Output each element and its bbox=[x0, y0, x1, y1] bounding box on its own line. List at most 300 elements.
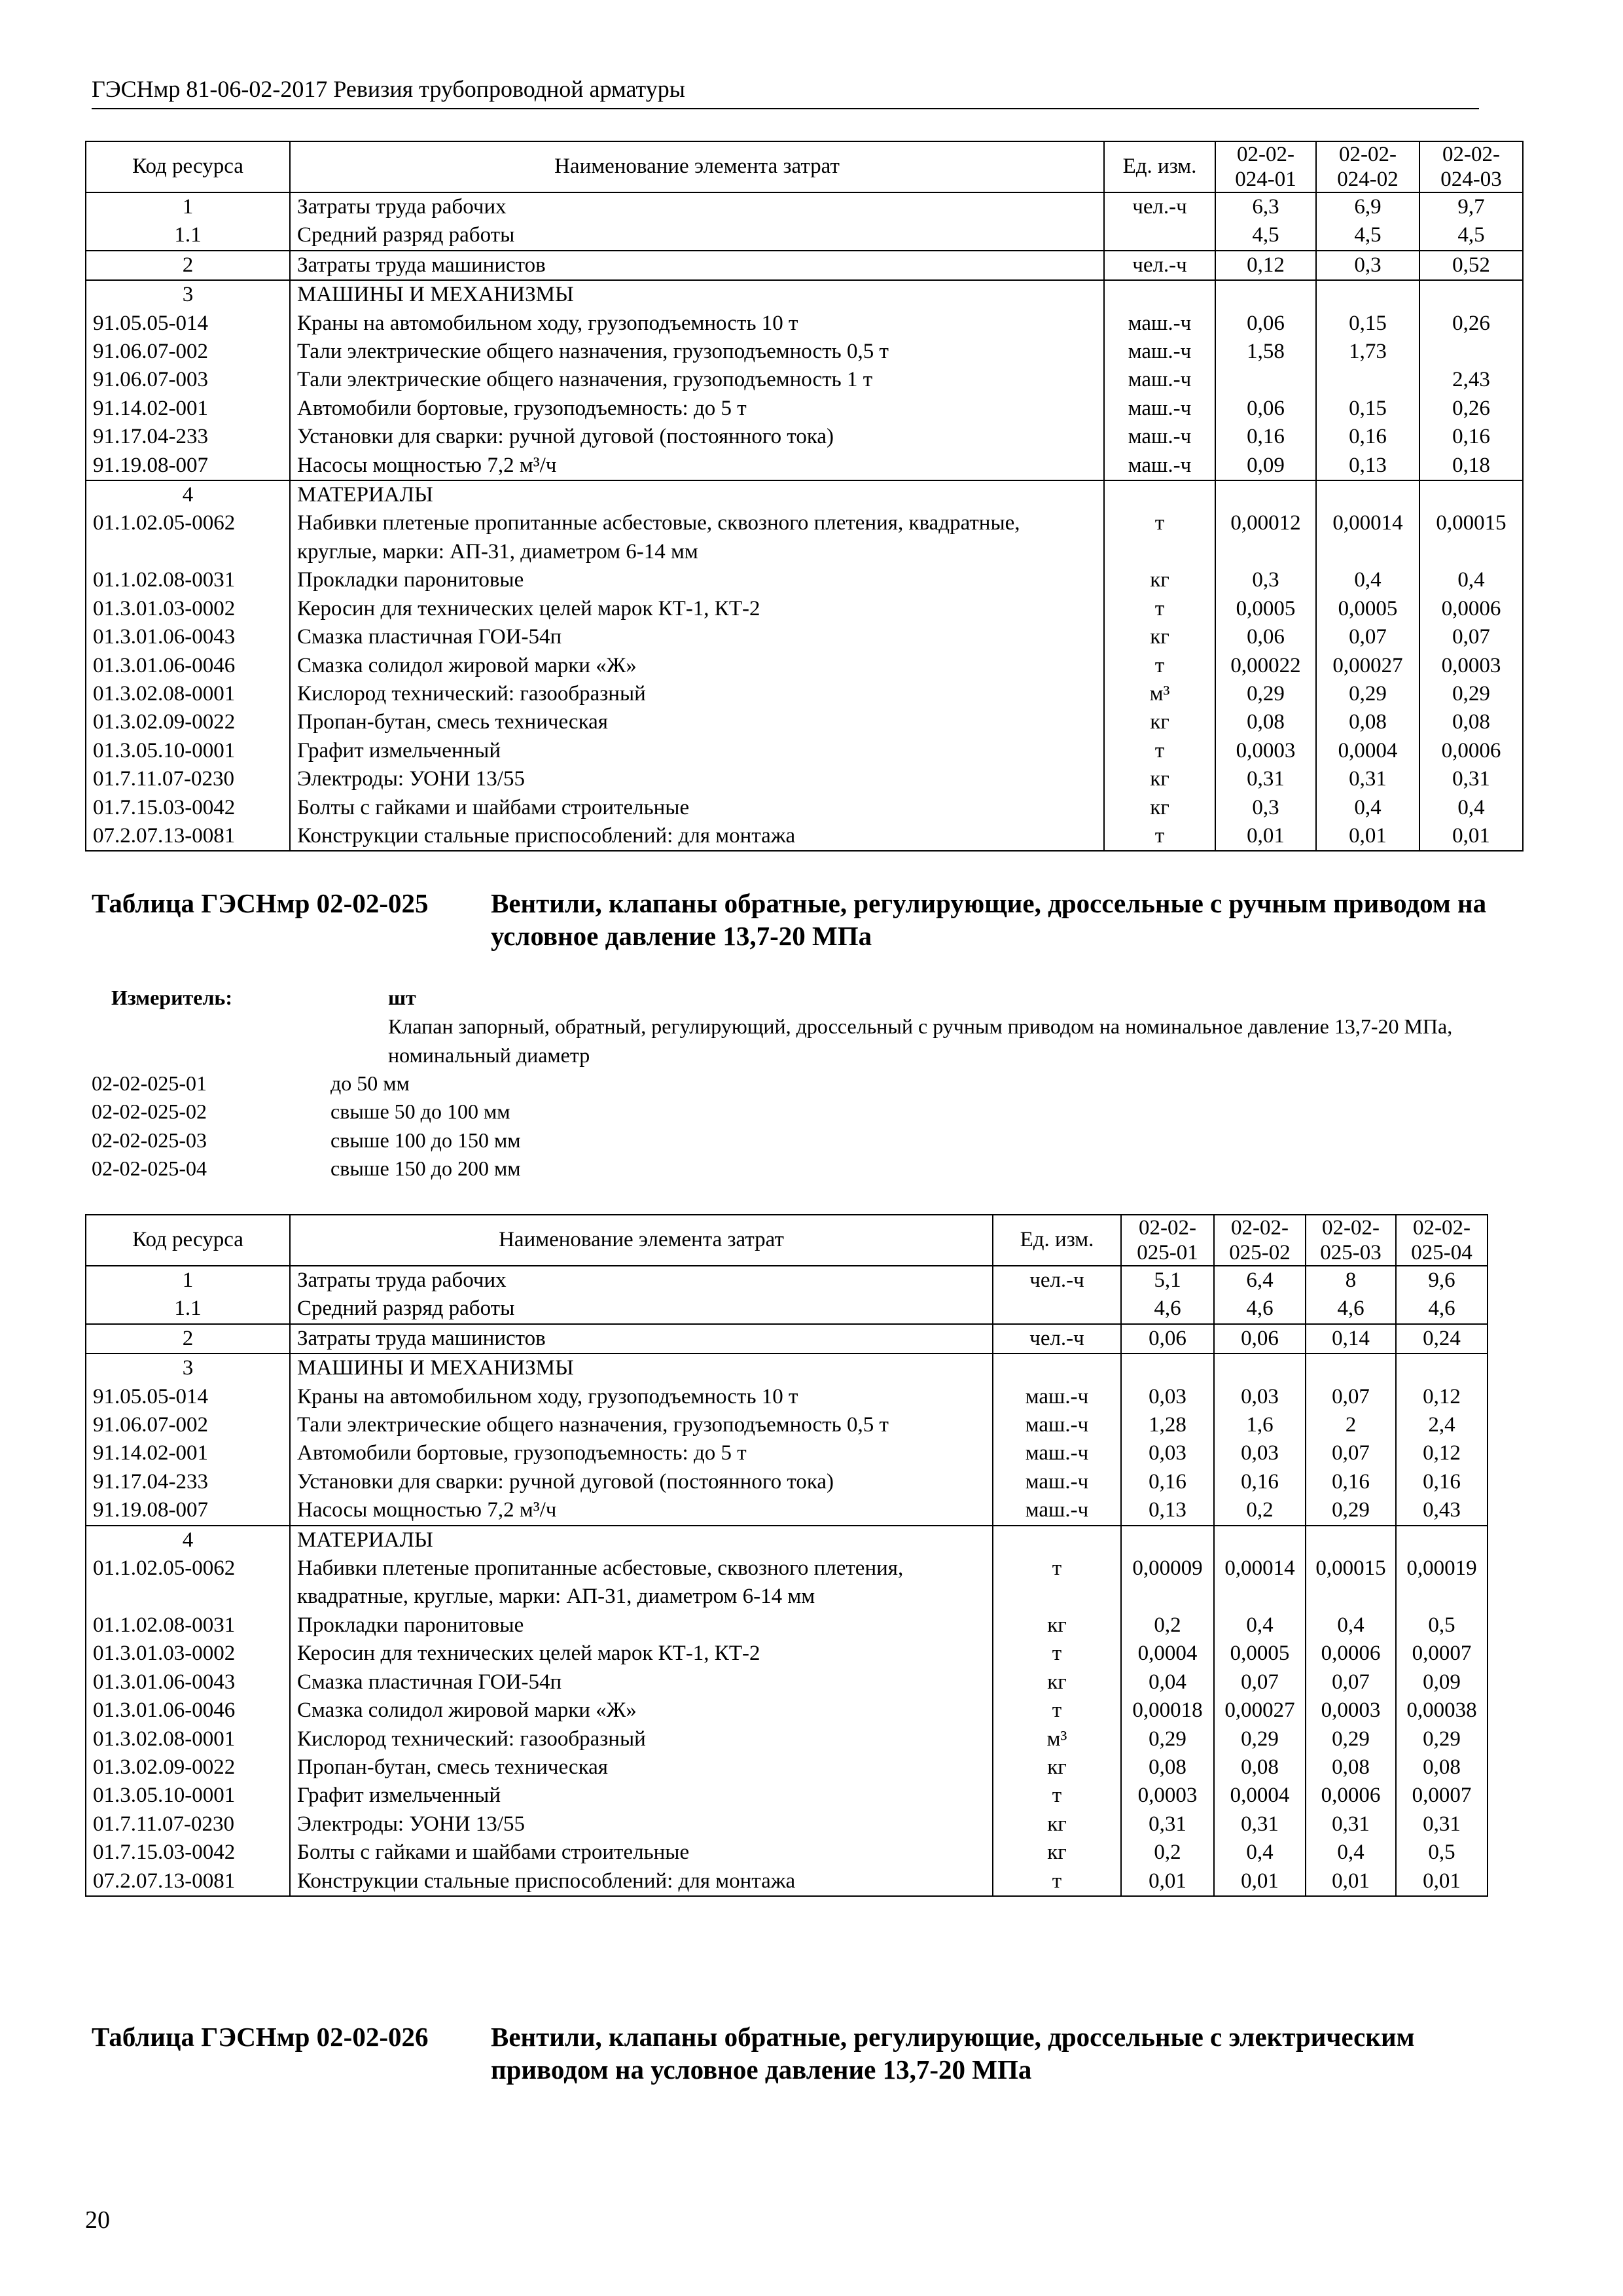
resource-name: Смазка пластичная ГОИ-54п bbox=[290, 1668, 993, 1696]
resource-value: 0,08 bbox=[1215, 708, 1316, 736]
table-row bbox=[86, 1411, 1488, 1439]
table-row bbox=[86, 708, 1523, 736]
resource-value: 0,13 bbox=[1121, 1496, 1214, 1525]
resource-value: 4,6 bbox=[1121, 1295, 1214, 1323]
resource-unit: кг bbox=[993, 1611, 1121, 1640]
resource-name: Тали электрические общего назначения, грузоподъемность 1 т bbox=[290, 366, 1104, 394]
resource-value: 0,08 bbox=[1419, 708, 1523, 736]
resource-code: 1.1 bbox=[86, 1295, 290, 1323]
resource-value: 0,31 bbox=[1214, 1810, 1306, 1839]
table-row bbox=[86, 1324, 1488, 1354]
table-row bbox=[86, 794, 1523, 822]
resource-code: 91.14.02-001 bbox=[86, 1439, 290, 1467]
resource-value bbox=[1121, 1354, 1214, 1382]
table-row bbox=[86, 765, 1523, 793]
resource-value bbox=[1396, 1354, 1488, 1382]
measure-item-code: 02-02-025-03 bbox=[92, 1128, 207, 1152]
resource-unit: маш.-ч bbox=[993, 1496, 1121, 1525]
resource-value: 0,3 bbox=[1215, 566, 1316, 594]
resource-value: 5,1 bbox=[1121, 1266, 1214, 1295]
table-row bbox=[86, 822, 1523, 851]
resource-value: 0,31 bbox=[1396, 1810, 1488, 1839]
resource-unit: чел.-ч bbox=[993, 1324, 1121, 1354]
resource-value: 0,12 bbox=[1215, 251, 1316, 280]
resource-name: Тали электрические общего назначения, грузоподъемность 0,5 т bbox=[290, 1411, 993, 1439]
resource-unit: маш.-ч bbox=[1104, 452, 1215, 480]
resource-name: Прокладки паронитовые bbox=[290, 1611, 993, 1640]
resource-code: 91.17.04-233 bbox=[86, 1468, 290, 1496]
header-name: Наименование элемента затрат bbox=[290, 141, 1104, 192]
measure-item-desc: до 50 мм bbox=[330, 1071, 410, 1095]
resource-name: Керосин для технических целей марок КТ-1, КТ-2 bbox=[290, 595, 1104, 623]
resource-unit: т bbox=[1104, 652, 1215, 680]
resource-name: Тали электрические общего назначения, грузоподъемность 0,5 т bbox=[290, 338, 1104, 366]
resource-value: 0,00014 bbox=[1316, 509, 1419, 566]
resource-value: 0,5 bbox=[1396, 1611, 1488, 1640]
resource-code: 01.3.01.06-0046 bbox=[86, 652, 290, 680]
resource-unit: кг bbox=[1104, 566, 1215, 594]
resource-code: 2 bbox=[86, 1324, 290, 1354]
resource-value: 0,4 bbox=[1214, 1839, 1306, 1867]
resource-value: 0,4 bbox=[1316, 794, 1419, 822]
resource-name: Пропан-бутан, смесь техническая bbox=[290, 708, 1104, 736]
resource-name: МАТЕРИАЛЫ bbox=[290, 480, 1104, 509]
header-col: 02-02- 024-02 bbox=[1316, 141, 1419, 192]
resource-value: 0,4 bbox=[1214, 1611, 1306, 1640]
header-col: 02-02- 024-03 bbox=[1419, 141, 1523, 192]
resource-value: 4,6 bbox=[1396, 1295, 1488, 1323]
resource-value: 0,0004 bbox=[1214, 1782, 1306, 1810]
resource-unit bbox=[993, 1526, 1121, 1554]
table-row bbox=[86, 595, 1523, 623]
table-row bbox=[86, 1867, 1488, 1896]
resource-unit: маш.-ч bbox=[1104, 366, 1215, 394]
resource-value: 8 bbox=[1306, 1266, 1396, 1295]
measure-label: Измеритель: bbox=[111, 986, 232, 1009]
resource-value: 0,00012 bbox=[1215, 509, 1316, 566]
resource-code: 01.7.11.07-0230 bbox=[86, 765, 290, 793]
resource-value: 0,08 bbox=[1306, 1753, 1396, 1782]
resource-value: 2 bbox=[1306, 1411, 1396, 1439]
resource-value: 0,0006 bbox=[1306, 1782, 1396, 1810]
resource-code: 91.05.05-014 bbox=[86, 310, 290, 338]
table-row bbox=[86, 623, 1523, 651]
resource-value: 0,14 bbox=[1306, 1324, 1396, 1354]
resource-value: 1,28 bbox=[1121, 1411, 1214, 1439]
resource-value: 0,01 bbox=[1121, 1867, 1214, 1896]
resource-value: 0,07 bbox=[1419, 623, 1523, 651]
resource-value: 0,43 bbox=[1396, 1496, 1488, 1525]
resource-value: 0,31 bbox=[1316, 765, 1419, 793]
measure-item-code: 02-02-025-01 bbox=[92, 1071, 207, 1095]
resource-name: Электроды: УОНИ 13/55 bbox=[290, 1810, 993, 1839]
resource-value: 0,00014 bbox=[1214, 1554, 1306, 1611]
resource-unit: маш.-ч bbox=[993, 1383, 1121, 1411]
resource-value: 0,15 bbox=[1316, 310, 1419, 338]
table-row bbox=[86, 192, 1523, 221]
table-row bbox=[86, 1496, 1488, 1525]
resource-value: 0,0006 bbox=[1306, 1640, 1396, 1668]
resource-unit: т bbox=[993, 1782, 1121, 1810]
measure-item-desc: свыше 150 до 200 мм bbox=[330, 1157, 521, 1180]
resource-value: 0,00015 bbox=[1306, 1554, 1396, 1611]
resource-unit: кг bbox=[993, 1839, 1121, 1867]
table-title-label: Таблица ГЭСНмр 02-02-025 bbox=[92, 888, 429, 918]
resource-value: 0,01 bbox=[1215, 822, 1316, 851]
resource-unit: кг bbox=[993, 1668, 1121, 1696]
resource-code: 01.1.02.05-0062 bbox=[86, 1554, 290, 1611]
resource-value: 0,01 bbox=[1396, 1867, 1488, 1896]
resource-value: 0,0003 bbox=[1419, 652, 1523, 680]
table-row bbox=[86, 480, 1523, 509]
resource-value bbox=[1419, 480, 1523, 509]
resource-value: 0,04 bbox=[1121, 1668, 1214, 1696]
resource-value: 0,08 bbox=[1316, 708, 1419, 736]
resource-name: Затраты труда машинистов bbox=[290, 251, 1104, 280]
resource-unit: т bbox=[993, 1696, 1121, 1725]
resource-unit bbox=[1104, 280, 1215, 309]
resource-value: 0,00027 bbox=[1316, 652, 1419, 680]
resource-value: 0,2 bbox=[1121, 1611, 1214, 1640]
table-row bbox=[86, 221, 1523, 250]
resource-name: МАШИНЫ И МЕХАНИЗМЫ bbox=[290, 280, 1104, 309]
resource-code: 1 bbox=[86, 1266, 290, 1295]
resource-value: 0,26 bbox=[1419, 395, 1523, 423]
resource-name: Пропан-бутан, смесь техническая bbox=[290, 1753, 993, 1782]
resource-value: 0,12 bbox=[1396, 1439, 1488, 1467]
resource-value: 0,06 bbox=[1215, 623, 1316, 651]
resource-value: 0,4 bbox=[1306, 1839, 1396, 1867]
resource-name: Прокладки паронитовые bbox=[290, 566, 1104, 594]
resource-code: 01.1.02.08-0031 bbox=[86, 566, 290, 594]
resource-name: Смазка солидол жировой марки «Ж» bbox=[290, 1696, 993, 1725]
resource-value: 0,16 bbox=[1316, 423, 1419, 451]
resource-value: 0,03 bbox=[1121, 1383, 1214, 1411]
resource-value: 0,2 bbox=[1214, 1496, 1306, 1525]
resource-unit: кг bbox=[1104, 765, 1215, 793]
resource-value: 0,00015 bbox=[1419, 509, 1523, 566]
resource-unit: маш.-ч bbox=[993, 1411, 1121, 1439]
resource-code: 3 bbox=[86, 280, 290, 309]
resource-name: Электроды: УОНИ 13/55 bbox=[290, 765, 1104, 793]
resource-value: 0,00009 bbox=[1121, 1554, 1214, 1611]
resource-name: Графит измельченный bbox=[290, 737, 1104, 765]
resource-unit: маш.-ч bbox=[1104, 423, 1215, 451]
resource-unit: т bbox=[993, 1554, 1121, 1611]
resource-value bbox=[1121, 1526, 1214, 1554]
resource-value: 0,13 bbox=[1316, 452, 1419, 480]
resource-value: 9,6 bbox=[1396, 1266, 1488, 1295]
resource-value bbox=[1215, 366, 1316, 394]
resource-name: Кислород технический: газообразный bbox=[290, 680, 1104, 708]
resource-name: Смазка пластичная ГОИ-54п bbox=[290, 623, 1104, 651]
resource-value bbox=[1419, 338, 1523, 366]
table-row bbox=[86, 1810, 1488, 1839]
header-col: 02-02- 025-01 bbox=[1121, 1215, 1214, 1266]
resource-value: 0,2 bbox=[1121, 1839, 1214, 1867]
resource-value: 1,73 bbox=[1316, 338, 1419, 366]
resource-unit: чел.-ч bbox=[1104, 251, 1215, 280]
resource-value: 0,0007 bbox=[1396, 1640, 1488, 1668]
page-number: 20 bbox=[85, 2206, 110, 2234]
resource-value: 0,0003 bbox=[1121, 1782, 1214, 1810]
measure-item-desc: свыше 50 до 100 мм bbox=[330, 1100, 510, 1123]
measure-item-code: 02-02-025-04 bbox=[92, 1157, 207, 1180]
table-row bbox=[86, 1611, 1488, 1640]
table-row bbox=[86, 251, 1523, 280]
resource-name: Болты с гайками и шайбами строительные bbox=[290, 794, 1104, 822]
resource-name: Графит измельченный bbox=[290, 1782, 993, 1810]
resource-value: 0,00022 bbox=[1215, 652, 1316, 680]
resource-code: 01.7.11.07-0230 bbox=[86, 1810, 290, 1839]
resource-value: 0,06 bbox=[1214, 1324, 1306, 1354]
table-row bbox=[86, 1554, 1488, 1611]
table-row bbox=[86, 1668, 1488, 1696]
resource-code: 01.3.02.09-0022 bbox=[86, 708, 290, 736]
cost-table-024 bbox=[85, 141, 1524, 852]
resource-value: 0,3 bbox=[1215, 794, 1316, 822]
resource-code: 91.14.02-001 bbox=[86, 395, 290, 423]
resource-name: Насосы мощностью 7,2 м³/ч bbox=[290, 452, 1104, 480]
resource-value: 0,16 bbox=[1121, 1468, 1214, 1496]
resource-code: 2 bbox=[86, 251, 290, 280]
resource-value: 0,00018 bbox=[1121, 1696, 1214, 1725]
resource-value: 0,0005 bbox=[1316, 595, 1419, 623]
resource-value: 0,15 bbox=[1316, 395, 1419, 423]
resource-value: 0,01 bbox=[1214, 1867, 1306, 1896]
resource-value: 0,0005 bbox=[1214, 1640, 1306, 1668]
resource-unit: м³ bbox=[1104, 680, 1215, 708]
resource-value: 0,16 bbox=[1215, 423, 1316, 451]
table-row bbox=[86, 310, 1523, 338]
resource-value: 0,29 bbox=[1214, 1725, 1306, 1753]
header-name: Наименование элемента затрат bbox=[290, 1215, 993, 1266]
table-row bbox=[86, 652, 1523, 680]
table-row bbox=[86, 280, 1523, 309]
resource-value bbox=[1214, 1526, 1306, 1554]
resource-value: 0,07 bbox=[1316, 623, 1419, 651]
resource-value: 0,5 bbox=[1396, 1839, 1488, 1867]
resource-value: 0,03 bbox=[1121, 1439, 1214, 1467]
resource-value: 0,00038 bbox=[1396, 1696, 1488, 1725]
resource-value: 0,08 bbox=[1396, 1753, 1488, 1782]
table-title-label: Таблица ГЭСНмр 02-02-026 bbox=[92, 2022, 429, 2052]
resource-unit: т bbox=[1104, 822, 1215, 851]
resource-unit: т bbox=[993, 1640, 1121, 1668]
resource-code: 91.06.07-003 bbox=[86, 366, 290, 394]
resource-value bbox=[1316, 280, 1419, 309]
header-code: Код ресурса bbox=[86, 141, 290, 192]
measure-description: Клапан запорный, обратный, регулирующий, дроссельный с ручным приводом на номинальное давление 13,7-20 МПа, номинальный диаметр bbox=[388, 1014, 1453, 1067]
table-row bbox=[86, 366, 1523, 394]
resource-value: 0,09 bbox=[1215, 452, 1316, 480]
table-title-025 bbox=[92, 887, 1518, 959]
resource-value: 0,06 bbox=[1121, 1324, 1214, 1354]
resource-code: 01.3.01.06-0046 bbox=[86, 1696, 290, 1725]
resource-value: 0,09 bbox=[1396, 1668, 1488, 1696]
table-row bbox=[86, 566, 1523, 594]
resource-unit: т bbox=[1104, 509, 1215, 566]
resource-value: 0,08 bbox=[1121, 1753, 1214, 1782]
resource-name: Затраты труда рабочих bbox=[290, 192, 1104, 221]
header-code: Код ресурса bbox=[86, 1215, 290, 1266]
resource-unit bbox=[1104, 480, 1215, 509]
resource-value: 0,01 bbox=[1419, 822, 1523, 851]
table-row bbox=[86, 680, 1523, 708]
header-col: 02-02- 025-03 bbox=[1306, 1215, 1396, 1266]
resource-value: 0,0004 bbox=[1316, 737, 1419, 765]
resource-code: 4 bbox=[86, 1526, 290, 1554]
resource-code: 91.05.05-014 bbox=[86, 1383, 290, 1411]
table-row bbox=[86, 1696, 1488, 1725]
resource-unit: маш.-ч bbox=[1104, 338, 1215, 366]
resource-value: 4,5 bbox=[1215, 221, 1316, 250]
resource-value: 0,16 bbox=[1419, 423, 1523, 451]
resource-name: МАТЕРИАЛЫ bbox=[290, 1526, 993, 1554]
table-row bbox=[86, 1753, 1488, 1782]
resource-value: 0,07 bbox=[1306, 1439, 1396, 1467]
resource-value: 6,4 bbox=[1214, 1266, 1306, 1295]
table-row bbox=[86, 1782, 1488, 1810]
resource-name: Кислород технический: газообразный bbox=[290, 1725, 993, 1753]
resource-unit: маш.-ч bbox=[1104, 395, 1215, 423]
resource-value: 0,31 bbox=[1419, 765, 1523, 793]
measure-item-desc: свыше 100 до 150 мм bbox=[330, 1128, 521, 1152]
resource-unit: кг bbox=[1104, 794, 1215, 822]
resource-name: Средний разряд работы bbox=[290, 221, 1104, 250]
resource-code: 01.3.01.06-0043 bbox=[86, 623, 290, 651]
table-row bbox=[86, 452, 1523, 480]
resource-name: Конструкции стальные приспособлений: для монтажа bbox=[290, 1867, 993, 1896]
resource-value: 0,07 bbox=[1214, 1668, 1306, 1696]
resource-value: 0,31 bbox=[1215, 765, 1316, 793]
resource-unit: кг bbox=[1104, 623, 1215, 651]
resource-name: Краны на автомобильном ходу, грузоподъемность 10 т bbox=[290, 1383, 993, 1411]
resource-value bbox=[1214, 1354, 1306, 1382]
resource-unit: т bbox=[993, 1867, 1121, 1896]
table-row bbox=[86, 395, 1523, 423]
resource-code: 91.17.04-233 bbox=[86, 423, 290, 451]
resource-value: 0,29 bbox=[1121, 1725, 1214, 1753]
resource-value: 0,06 bbox=[1215, 395, 1316, 423]
table-row bbox=[86, 1640, 1488, 1668]
resource-name: Затраты труда рабочих bbox=[290, 1266, 993, 1295]
resource-value: 9,7 bbox=[1419, 192, 1523, 221]
resource-code: 01.1.02.08-0031 bbox=[86, 1611, 290, 1640]
resource-code: 01.3.05.10-0001 bbox=[86, 1782, 290, 1810]
resource-value bbox=[1316, 480, 1419, 509]
resource-code: 91.19.08-007 bbox=[86, 452, 290, 480]
resource-value bbox=[1306, 1526, 1396, 1554]
resource-code: 3 bbox=[86, 1354, 290, 1382]
resource-value: 0,06 bbox=[1215, 310, 1316, 338]
resource-code: 1.1 bbox=[86, 221, 290, 250]
resource-value: 4,6 bbox=[1306, 1295, 1396, 1323]
resource-value: 0,01 bbox=[1306, 1867, 1396, 1896]
resource-name: Набивки плетеные пропитанные асбестовые, сквозного плетения, квадратные, круглые, марки: АП-31, диаметром 6-14 мм bbox=[290, 1554, 993, 1611]
resource-value: 0,0007 bbox=[1396, 1782, 1488, 1810]
resource-code: 01.1.02.05-0062 bbox=[86, 509, 290, 566]
table-title-text: Вентили, клапаны обратные, регулирующие, дроссельные с ручным приводом на условное давление 13,7-20 МПа bbox=[491, 888, 1487, 951]
resource-value: 1,6 bbox=[1214, 1411, 1306, 1439]
resource-code: 91.19.08-007 bbox=[86, 1496, 290, 1525]
resource-name: Керосин для технических целей марок КТ-1, КТ-2 bbox=[290, 1640, 993, 1668]
resource-value: 0,29 bbox=[1396, 1725, 1488, 1753]
resource-value: 0,00027 bbox=[1214, 1696, 1306, 1725]
resource-name: Затраты труда машинистов bbox=[290, 1324, 993, 1354]
table-row bbox=[86, 1468, 1488, 1496]
header-col: 02-02- 025-04 bbox=[1396, 1215, 1488, 1266]
resource-value bbox=[1396, 1526, 1488, 1554]
resource-value: 0,03 bbox=[1214, 1439, 1306, 1467]
resource-code: 4 bbox=[86, 480, 290, 509]
resource-name: МАШИНЫ И МЕХАНИЗМЫ bbox=[290, 1354, 993, 1382]
resource-value: 0,31 bbox=[1306, 1810, 1396, 1839]
resource-value bbox=[1306, 1354, 1396, 1382]
header-col: 02-02- 025-02 bbox=[1214, 1215, 1306, 1266]
resource-value: 0,0003 bbox=[1215, 737, 1316, 765]
resource-value: 0,4 bbox=[1306, 1611, 1396, 1640]
resource-value: 0,0005 bbox=[1215, 595, 1316, 623]
table-row bbox=[86, 1383, 1488, 1411]
resource-code: 01.3.02.08-0001 bbox=[86, 1725, 290, 1753]
header-col: 02-02- 024-01 bbox=[1215, 141, 1316, 192]
table-row bbox=[86, 1839, 1488, 1867]
resource-value: 0,29 bbox=[1215, 680, 1316, 708]
resource-unit: маш.-ч bbox=[993, 1439, 1121, 1467]
header-unit: Ед. изм. bbox=[993, 1215, 1121, 1266]
resource-value: 6,9 bbox=[1316, 192, 1419, 221]
resource-unit bbox=[993, 1295, 1121, 1323]
resource-value: 0,29 bbox=[1316, 680, 1419, 708]
resource-value: 4,6 bbox=[1214, 1295, 1306, 1323]
resource-name: Автомобили бортовые, грузоподъемность: до 5 т bbox=[290, 1439, 993, 1467]
measure-unit: шт bbox=[388, 986, 416, 1009]
resource-value: 2,4 bbox=[1396, 1411, 1488, 1439]
resource-name: Набивки плетеные пропитанные асбестовые, сквозного плетения, квадратные, круглые, марки: АП-31, диаметром 6-14 мм bbox=[290, 509, 1104, 566]
resource-value: 0,00019 bbox=[1396, 1554, 1488, 1611]
resource-code: 01.3.05.10-0001 bbox=[86, 737, 290, 765]
resource-name: Автомобили бортовые, грузоподъемность: до 5 т bbox=[290, 395, 1104, 423]
resource-value: 0,03 bbox=[1214, 1383, 1306, 1411]
resource-value: 0,4 bbox=[1419, 794, 1523, 822]
resource-code: 07.2.07.13-0081 bbox=[86, 822, 290, 851]
resource-value: 0,0003 bbox=[1306, 1696, 1396, 1725]
table-row bbox=[86, 1354, 1488, 1382]
resource-value bbox=[1215, 280, 1316, 309]
resource-code: 01.3.01.06-0043 bbox=[86, 1668, 290, 1696]
resource-code: 01.3.01.03-0002 bbox=[86, 595, 290, 623]
measure-item-code: 02-02-025-02 bbox=[92, 1100, 207, 1123]
table-title-026 bbox=[92, 2020, 1518, 2092]
resource-code: 01.7.15.03-0042 bbox=[86, 794, 290, 822]
resource-unit: чел.-ч bbox=[993, 1266, 1121, 1295]
resource-code: 01.3.02.08-0001 bbox=[86, 680, 290, 708]
table-body bbox=[86, 1266, 1488, 1896]
table-row bbox=[86, 338, 1523, 366]
table-row bbox=[86, 423, 1523, 451]
resource-value: 0,24 bbox=[1396, 1324, 1488, 1354]
resource-value: 0,16 bbox=[1396, 1468, 1488, 1496]
table-row bbox=[86, 1526, 1488, 1554]
resource-value: 0,0004 bbox=[1121, 1640, 1214, 1668]
resource-value: 0,08 bbox=[1214, 1753, 1306, 1782]
resource-unit bbox=[1104, 221, 1215, 250]
resource-name: Насосы мощностью 7,2 м³/ч bbox=[290, 1496, 993, 1525]
resource-code: 1 bbox=[86, 192, 290, 221]
resource-unit: кг bbox=[993, 1753, 1121, 1782]
resource-value bbox=[1419, 280, 1523, 309]
